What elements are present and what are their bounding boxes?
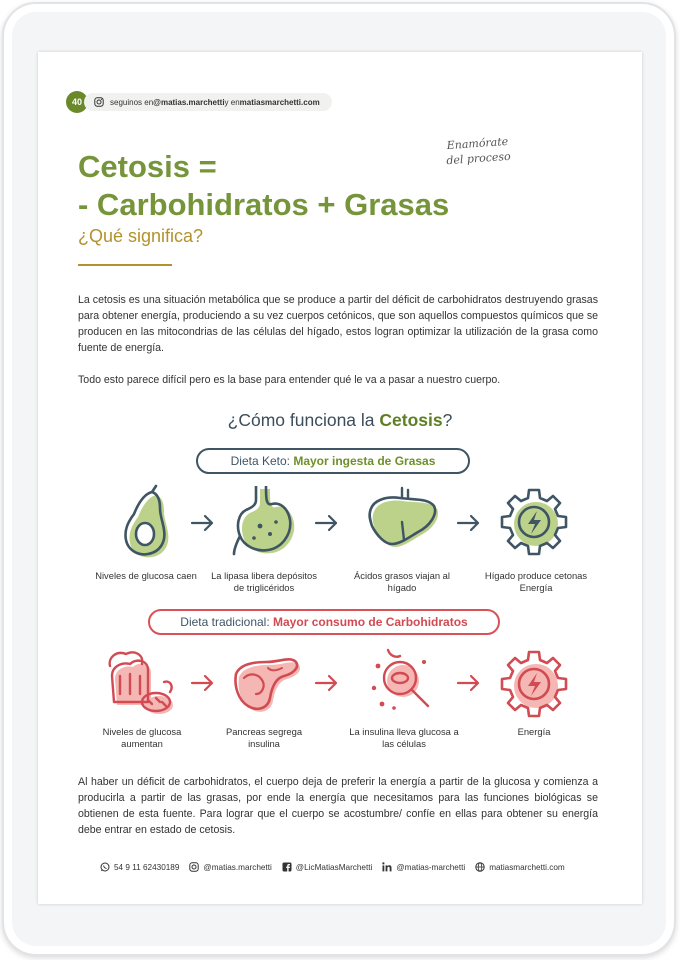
footer-linkedin-handle: @matias-marchetti xyxy=(396,862,466,872)
pancreas-icon xyxy=(228,644,304,720)
keto-step-1-caption: Niveles de glucosa caen xyxy=(95,570,197,581)
instagram-icon xyxy=(94,97,104,107)
arrow-right-icon xyxy=(314,674,340,692)
page-title xyxy=(78,148,449,224)
cell-magnifier-icon xyxy=(366,644,442,720)
energy-gear-icon xyxy=(496,646,572,722)
linkedin-icon xyxy=(382,862,392,872)
arrow-right-icon xyxy=(314,514,340,532)
follow-banner xyxy=(84,93,332,111)
footer-instagram[interactable] xyxy=(189,862,271,872)
footer-facebook[interactable] xyxy=(282,862,373,872)
traditional-diet-label xyxy=(148,609,500,635)
traditional-step-2-caption: Pancreas segrega insulina xyxy=(225,726,303,749)
traditional-label-emphasis: Mayor consumo de Carbohidratos xyxy=(273,615,468,629)
facebook-icon xyxy=(282,862,292,872)
keto-label-emphasis: Mayor ingesta de Grasas xyxy=(293,454,436,468)
arrow-right-icon xyxy=(456,674,482,692)
contact-footer xyxy=(100,862,575,872)
title-line-1: Cetosis = xyxy=(78,149,217,184)
heading-suffix: ? xyxy=(442,410,453,430)
arrow-right-icon xyxy=(190,674,216,692)
traditional-step-4-caption: Energía xyxy=(517,726,551,737)
footer-instagram-handle: @matias.marchetti xyxy=(203,862,272,872)
footer-whatsapp[interactable] xyxy=(100,862,179,872)
arrow-right-icon xyxy=(190,514,216,532)
keto-step-4-caption: Hígado produce cetonas Energía xyxy=(484,570,588,593)
motto-line-1: Enamórate xyxy=(446,134,509,153)
heading-prefix: ¿Cómo funciona la xyxy=(227,410,380,430)
energy-gear-icon xyxy=(496,484,572,560)
keto-label-prefix: Dieta Keto: xyxy=(230,454,290,468)
instagram-icon xyxy=(189,862,199,872)
globe-icon xyxy=(475,862,485,872)
footer-facebook-handle: @LicMatiasMarchetti xyxy=(295,862,373,872)
motto-line-2: del proceso xyxy=(445,149,512,168)
section-heading xyxy=(38,410,642,431)
ebook-page xyxy=(38,52,642,904)
motto xyxy=(437,133,519,169)
footer-website-url: matiasmarchetti.com xyxy=(489,862,565,872)
note-paragraph: Todo esto parece difícil pero es la base para entender qué le va a pasar a nuestro cuerpo. xyxy=(78,374,501,386)
keto-step-2-caption: La lipasa libera depósitos de triglicéridos xyxy=(211,570,317,593)
liver-icon xyxy=(364,482,440,558)
traditional-step-1-caption: Niveles de glucosa aumentan xyxy=(102,726,182,749)
traditional-step-3-caption: La insulina lleva glucosa a las células xyxy=(349,726,459,749)
footer-whatsapp-number: 54 9 11 62430189 xyxy=(114,862,180,872)
follow-prefix: seguinos en xyxy=(110,97,154,107)
bread-icon xyxy=(104,646,180,722)
footer-website[interactable] xyxy=(475,862,565,872)
whatsapp-icon xyxy=(100,862,110,872)
page-header xyxy=(66,92,332,112)
page-subtitle: ¿Qué significa? xyxy=(78,226,204,246)
closing-paragraph: Al haber un déficit de carbohidratos, el cuerpo deja de preferir la energía a partir de la glucosa y comienza a producirla a partir de las grasas, por ende la energía que necesitamos para las funciones biológicas se obtienen de esta fuente. Para lograr que el cuerpo se acostumbre/ confíe en ellas para obtener su energía debe entrar en estado de cetosis. xyxy=(78,776,598,836)
title-line-2: - Carbohidratos + Grasas xyxy=(78,187,450,222)
heading-highlight: Cetosis xyxy=(379,410,443,430)
follow-mid: y en xyxy=(224,97,240,107)
arrow-right-icon xyxy=(456,514,482,532)
intro-paragraph: La cetosis es una situación metabólica que se produce a partir del déficit de carbohidratos destruyendo grasas para obtener energía, produciendo a su vez cuerpos cetónicos, que son aquellos compuestos químicos que se producen en las mitocondrias de las células del hígado, estos logran optimizar la utilización de la grasa como fuente de energía. xyxy=(78,294,599,354)
page-number: 40 xyxy=(66,91,88,113)
title-divider xyxy=(78,264,172,266)
avocado-icon xyxy=(108,484,184,560)
traditional-label-prefix: Dieta tradicional: xyxy=(180,615,270,629)
keto-step-3-caption: Ácidos grasos viajan al hígado xyxy=(354,570,450,593)
keto-diet-label xyxy=(196,448,470,474)
follow-site[interactable]: matiasmarchetti.com xyxy=(239,97,320,107)
follow-handle[interactable]: @matias.marchetti xyxy=(153,97,225,107)
stomach-icon xyxy=(226,482,302,558)
footer-linkedin[interactable] xyxy=(382,862,465,872)
